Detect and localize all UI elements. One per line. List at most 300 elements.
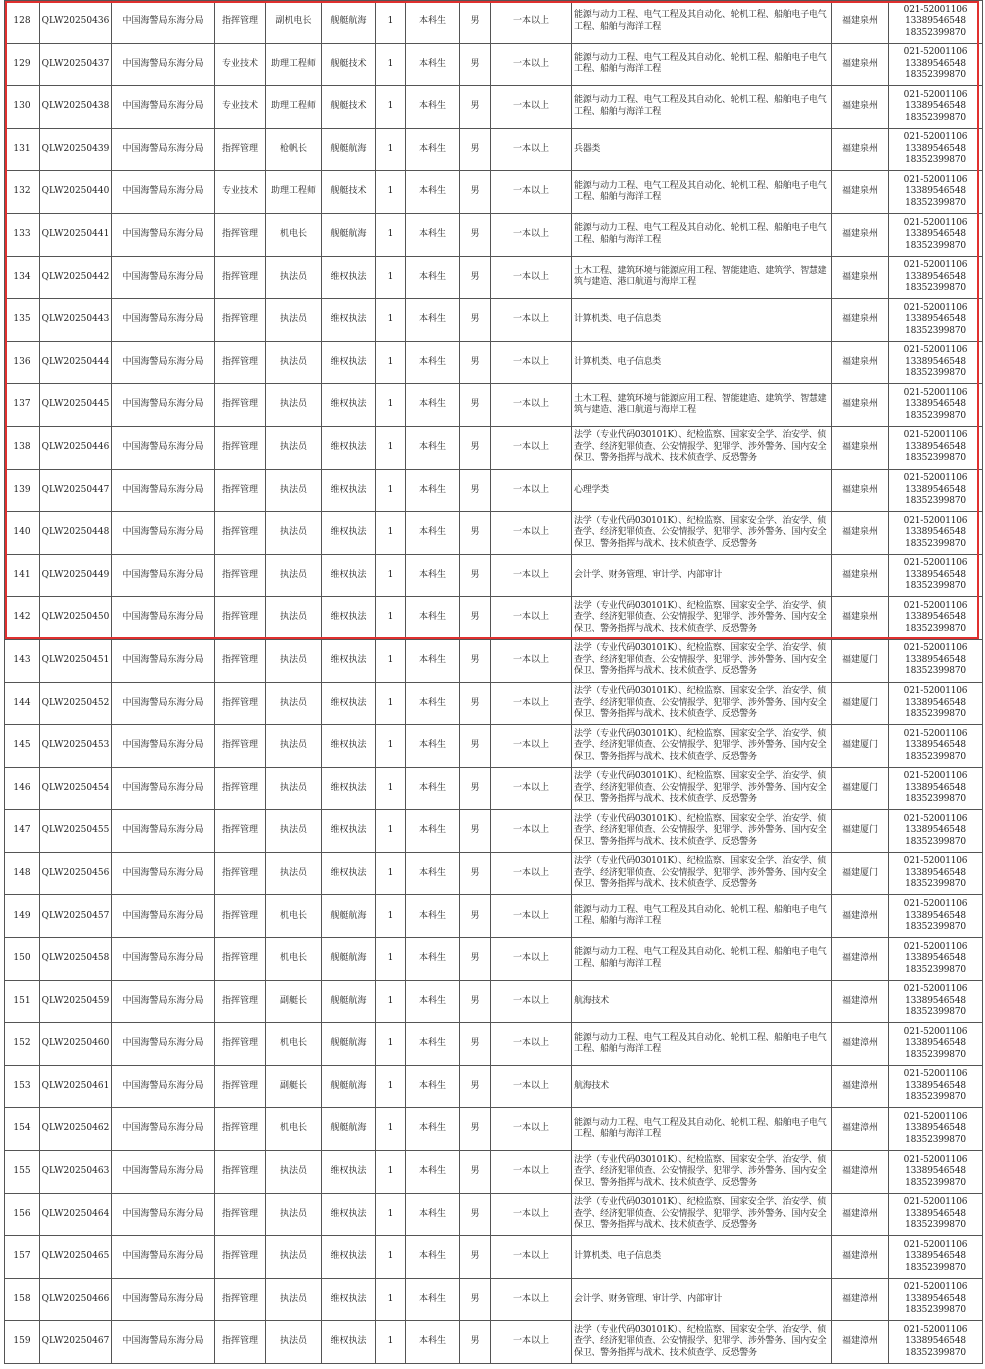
- gender-cell: 男: [460, 384, 491, 427]
- table-row: [5, 554, 983, 597]
- dept-cell: 中国海警局东海分局: [112, 639, 215, 682]
- level-cell: 一本以上: [491, 938, 572, 981]
- field-cell: 维权执法: [322, 341, 376, 384]
- education-cell: 本科生: [406, 1236, 460, 1279]
- category-cell: 指挥管理: [215, 554, 266, 597]
- contact-phone: 13389546548: [905, 953, 966, 964]
- dept-cell: 中国海警局东海分局: [112, 554, 215, 597]
- contact-phone: 18352399870: [905, 240, 966, 251]
- contact-phone: 021-52001106: [903, 217, 968, 228]
- gender-cell: 男: [460, 171, 491, 214]
- contact-phone: 18352399870: [905, 538, 966, 549]
- contact-phone: 13389546548: [905, 697, 966, 708]
- level-cell: 一本以上: [491, 1193, 572, 1236]
- contact-cell: [889, 341, 983, 384]
- contact-phone: 18352399870: [905, 496, 966, 507]
- dept-cell: 中国海警局东海分局: [112, 469, 215, 512]
- location-cell: 福建泉州: [832, 43, 889, 86]
- field-cell: 舰艇航海: [322, 128, 376, 171]
- dept-cell: 中国海警局东海分局: [112, 1065, 215, 1108]
- code-cell: QLW20250455: [40, 810, 112, 853]
- seq-cell: 157: [5, 1236, 40, 1279]
- contact-phone: 13389546548: [905, 271, 966, 282]
- dept-cell: 中国海警局东海分局: [112, 128, 215, 171]
- location-cell: 福建厦门: [832, 725, 889, 768]
- gender-cell: 男: [460, 299, 491, 342]
- education-cell: 本科生: [406, 469, 460, 512]
- seq-cell: 159: [5, 1321, 40, 1364]
- contact-cell: [889, 1193, 983, 1236]
- category-cell: 指挥管理: [215, 384, 266, 427]
- gender-cell: 男: [460, 1023, 491, 1066]
- category-cell: 专业技术: [215, 43, 266, 86]
- contact-phone: 13389546548: [905, 1038, 966, 1049]
- education-cell: 本科生: [406, 725, 460, 768]
- table-row: [5, 1023, 983, 1066]
- field-cell: 维权执法: [322, 597, 376, 640]
- code-cell: QLW20250464: [40, 1193, 112, 1236]
- count-cell: 1: [376, 128, 406, 171]
- contact-phone: 13389546548: [905, 910, 966, 921]
- gender-cell: 男: [460, 1065, 491, 1108]
- category-cell: 指挥管理: [215, 128, 266, 171]
- level-cell: 一本以上: [491, 171, 572, 214]
- location-cell: 福建厦门: [832, 639, 889, 682]
- contact-cell: [889, 426, 983, 469]
- contact-phone: 18352399870: [905, 623, 966, 634]
- contact-cell: [889, 86, 983, 129]
- contact-phone: 18352399870: [905, 453, 966, 464]
- table-row: [5, 1108, 983, 1151]
- code-cell: QLW20250437: [40, 43, 112, 86]
- level-cell: 一本以上: [491, 725, 572, 768]
- table-row: [5, 980, 983, 1023]
- contact-phone: 18352399870: [905, 1049, 966, 1060]
- seq-cell: 139: [5, 469, 40, 512]
- contact-phone: 13389546548: [905, 1293, 966, 1304]
- field-cell: 舰艇航海: [322, 1, 376, 44]
- contact-phone: 13389546548: [905, 995, 966, 1006]
- table-row: [5, 256, 983, 299]
- category-cell: 指挥管理: [215, 426, 266, 469]
- major-cell: 能源与动力工程、电气工程及其自动化、轮机工程、船舶电子电气工程、船舶与海洋工程: [572, 1, 832, 44]
- major-cell: 能源与动力工程、电气工程及其自动化、轮机工程、船舶电子电气工程、船舶与海洋工程: [572, 1023, 832, 1066]
- dept-cell: 中国海警局东海分局: [112, 171, 215, 214]
- education-cell: 本科生: [406, 213, 460, 256]
- post-cell: 机电长: [266, 938, 322, 981]
- post-cell: 执法员: [266, 1321, 322, 1364]
- dept-cell: 中国海警局东海分局: [112, 810, 215, 853]
- table-row: [5, 1, 983, 44]
- seq-cell: 149: [5, 895, 40, 938]
- category-cell: 指挥管理: [215, 341, 266, 384]
- job-table: [4, 0, 983, 1364]
- gender-cell: 男: [460, 1321, 491, 1364]
- count-cell: 1: [376, 384, 406, 427]
- contact-phone: 13389546548: [905, 58, 966, 69]
- dept-cell: 中国海警局东海分局: [112, 213, 215, 256]
- dept-cell: 中国海警局东海分局: [112, 938, 215, 981]
- contact-cell: [889, 1151, 983, 1194]
- contact-cell: [889, 1, 983, 44]
- education-cell: 本科生: [406, 1278, 460, 1321]
- level-cell: 一本以上: [491, 256, 572, 299]
- major-cell: 法学（专业代码030101K）、纪检监察、国家安全学、治安学、侦查学、经济犯罪侦查、公安情报学、犯罪学、涉外警务、国内安全保卫、警务指挥与战术、技术侦查学、反恐警务: [572, 639, 832, 682]
- location-cell: 福建漳州: [832, 938, 889, 981]
- dept-cell: 中国海警局东海分局: [112, 512, 215, 555]
- seq-cell: 148: [5, 852, 40, 895]
- contact-phone: 13389546548: [905, 16, 966, 27]
- major-cell: 法学（专业代码030101K）、纪检监察、国家安全学、治安学、侦查学、经济犯罪侦查、公安情报学、犯罪学、涉外警务、国内安全保卫、警务指挥与战术、技术侦查学、反恐警务: [572, 767, 832, 810]
- category-cell: 指挥管理: [215, 639, 266, 682]
- location-cell: 福建厦门: [832, 767, 889, 810]
- dept-cell: 中国海警局东海分局: [112, 682, 215, 725]
- education-cell: 本科生: [406, 639, 460, 682]
- contact-phone: 021-52001106: [903, 345, 968, 356]
- education-cell: 本科生: [406, 597, 460, 640]
- dept-cell: 中国海警局东海分局: [112, 895, 215, 938]
- level-cell: 一本以上: [491, 767, 572, 810]
- post-cell: 执法员: [266, 469, 322, 512]
- post-cell: 执法员: [266, 767, 322, 810]
- education-cell: 本科生: [406, 512, 460, 555]
- table-row: [5, 128, 983, 171]
- seq-cell: 140: [5, 512, 40, 555]
- contact-phone: 13389546548: [905, 825, 966, 836]
- count-cell: 1: [376, 895, 406, 938]
- education-cell: 本科生: [406, 1321, 460, 1364]
- post-cell: 副机电长: [266, 1, 322, 44]
- gender-cell: 男: [460, 852, 491, 895]
- field-cell: 维权执法: [322, 554, 376, 597]
- contact-phone: 021-52001106: [903, 174, 968, 185]
- dept-cell: 中国海警局东海分局: [112, 980, 215, 1023]
- table-body: [5, 1, 983, 1364]
- table-row: [5, 299, 983, 342]
- contact-phone: 021-52001106: [903, 686, 968, 697]
- field-cell: 维权执法: [322, 767, 376, 810]
- level-cell: 一本以上: [491, 1065, 572, 1108]
- dept-cell: 中国海警局东海分局: [112, 1236, 215, 1279]
- major-cell: 土木工程、建筑环境与能源应用工程、智能建造、建筑学、智慧建筑与建造、港口航道与海岸工程: [572, 256, 832, 299]
- contact-phone: 13389546548: [905, 484, 966, 495]
- major-cell: 能源与动力工程、电气工程及其自动化、轮机工程、船舶电子电气工程、船舶与海洋工程: [572, 213, 832, 256]
- count-cell: 1: [376, 767, 406, 810]
- dept-cell: 中国海警局东海分局: [112, 426, 215, 469]
- location-cell: 福建泉州: [832, 299, 889, 342]
- count-cell: 1: [376, 86, 406, 129]
- dept-cell: 中国海警局东海分局: [112, 384, 215, 427]
- code-cell: QLW20250461: [40, 1065, 112, 1108]
- post-cell: 执法员: [266, 597, 322, 640]
- major-cell: 能源与动力工程、电气工程及其自动化、轮机工程、船舶电子电气工程、船舶与海洋工程: [572, 938, 832, 981]
- education-cell: 本科生: [406, 1023, 460, 1066]
- major-cell: 计算机类、电子信息类: [572, 341, 832, 384]
- category-cell: 指挥管理: [215, 895, 266, 938]
- post-cell: 助理工程师: [266, 43, 322, 86]
- post-cell: 执法员: [266, 256, 322, 299]
- major-cell: 法学（专业代码030101K）、纪检监察、国家安全学、治安学、侦查学、经济犯罪侦查、公安情报学、犯罪学、涉外警务、国内安全保卫、警务指挥与战术、技术侦查学、反恐警务: [572, 597, 832, 640]
- table-row: [5, 43, 983, 86]
- seq-cell: 152: [5, 1023, 40, 1066]
- count-cell: 1: [376, 256, 406, 299]
- level-cell: 一本以上: [491, 852, 572, 895]
- gender-cell: 男: [460, 938, 491, 981]
- seq-cell: 154: [5, 1108, 40, 1151]
- count-cell: 1: [376, 938, 406, 981]
- location-cell: 福建漳州: [832, 1065, 889, 1108]
- location-cell: 福建泉州: [832, 597, 889, 640]
- gender-cell: 男: [460, 86, 491, 129]
- count-cell: 1: [376, 1193, 406, 1236]
- contact-phone: 021-52001106: [903, 1239, 968, 1250]
- table-row: [5, 682, 983, 725]
- seq-cell: 128: [5, 1, 40, 44]
- table-row: [5, 341, 983, 384]
- education-cell: 本科生: [406, 767, 460, 810]
- category-cell: 指挥管理: [215, 256, 266, 299]
- contact-phone: 021-52001106: [903, 302, 968, 313]
- contact-phone: 13389546548: [905, 186, 966, 197]
- count-cell: 1: [376, 1321, 406, 1364]
- category-cell: 指挥管理: [215, 1321, 266, 1364]
- field-cell: 舰艇航海: [322, 1065, 376, 1108]
- code-cell: QLW20250444: [40, 341, 112, 384]
- code-cell: QLW20250457: [40, 895, 112, 938]
- count-cell: 1: [376, 213, 406, 256]
- category-cell: 指挥管理: [215, 938, 266, 981]
- category-cell: 指挥管理: [215, 1151, 266, 1194]
- gender-cell: 男: [460, 1, 491, 44]
- education-cell: 本科生: [406, 86, 460, 129]
- location-cell: 福建泉州: [832, 426, 889, 469]
- code-cell: QLW20250458: [40, 938, 112, 981]
- location-cell: 福建漳州: [832, 895, 889, 938]
- gender-cell: 男: [460, 554, 491, 597]
- contact-cell: [889, 639, 983, 682]
- code-cell: QLW20250453: [40, 725, 112, 768]
- seq-cell: 156: [5, 1193, 40, 1236]
- contact-cell: [889, 43, 983, 86]
- count-cell: 1: [376, 299, 406, 342]
- table-row: [5, 1236, 983, 1279]
- contact-phone: 18352399870: [905, 283, 966, 294]
- code-cell: QLW20250448: [40, 512, 112, 555]
- location-cell: 福建泉州: [832, 384, 889, 427]
- seq-cell: 144: [5, 682, 40, 725]
- post-cell: 执法员: [266, 512, 322, 555]
- seq-cell: 135: [5, 299, 40, 342]
- table-row: [5, 384, 983, 427]
- education-cell: 本科生: [406, 1065, 460, 1108]
- code-cell: QLW20250452: [40, 682, 112, 725]
- gender-cell: 男: [460, 810, 491, 853]
- contact-phone: 13389546548: [905, 441, 966, 452]
- dept-cell: 中国海警局东海分局: [112, 86, 215, 129]
- code-cell: QLW20250445: [40, 384, 112, 427]
- category-cell: 指挥管理: [215, 1108, 266, 1151]
- contact-phone: 18352399870: [905, 70, 966, 81]
- major-cell: 心理学类: [572, 469, 832, 512]
- category-cell: 指挥管理: [215, 213, 266, 256]
- contact-phone: 13389546548: [905, 654, 966, 665]
- location-cell: 福建漳州: [832, 1193, 889, 1236]
- contact-phone: 18352399870: [905, 1262, 966, 1273]
- table-row: [5, 469, 983, 512]
- contact-phone: 13389546548: [905, 314, 966, 325]
- category-cell: 专业技术: [215, 86, 266, 129]
- post-cell: 执法员: [266, 725, 322, 768]
- major-cell: 能源与动力工程、电气工程及其自动化、轮机工程、船舶电子电气工程、船舶与海洋工程: [572, 1108, 832, 1151]
- post-cell: 枪帆长: [266, 128, 322, 171]
- table-row: [5, 1193, 983, 1236]
- contact-phone: 13389546548: [905, 612, 966, 623]
- count-cell: 1: [376, 426, 406, 469]
- contact-phone: 021-52001106: [903, 1324, 968, 1335]
- post-cell: 执法员: [266, 852, 322, 895]
- field-cell: 维权执法: [322, 725, 376, 768]
- contact-phone: 021-52001106: [903, 941, 968, 952]
- contact-phone: 18352399870: [905, 666, 966, 677]
- contact-phone: 13389546548: [905, 867, 966, 878]
- seq-cell: 153: [5, 1065, 40, 1108]
- dept-cell: 中国海警局东海分局: [112, 341, 215, 384]
- code-cell: QLW20250450: [40, 597, 112, 640]
- major-cell: 法学（专业代码030101K）、纪检监察、国家安全学、治安学、侦查学、经济犯罪侦查、公安情报学、犯罪学、涉外警务、国内安全保卫、警务指挥与战术、技术侦查学、反恐警务: [572, 1193, 832, 1236]
- contact-phone: 13389546548: [905, 740, 966, 751]
- contact-cell: [889, 767, 983, 810]
- contact-cell: [889, 725, 983, 768]
- level-cell: 一本以上: [491, 810, 572, 853]
- contact-phone: 13389546548: [905, 782, 966, 793]
- post-cell: 执法员: [266, 639, 322, 682]
- seq-cell: 142: [5, 597, 40, 640]
- contact-phone: 021-52001106: [903, 1026, 968, 1037]
- category-cell: 指挥管理: [215, 767, 266, 810]
- table-row: [5, 512, 983, 555]
- category-cell: 指挥管理: [215, 682, 266, 725]
- count-cell: 1: [376, 1, 406, 44]
- major-cell: 法学（专业代码030101K）、纪检监察、国家安全学、治安学、侦查学、经济犯罪侦查、公安情报学、犯罪学、涉外警务、国内安全保卫、警务指挥与战术、技术侦查学、反恐警务: [572, 810, 832, 853]
- code-cell: QLW20250456: [40, 852, 112, 895]
- table-row: [5, 852, 983, 895]
- education-cell: 本科生: [406, 256, 460, 299]
- dept-cell: 中国海警局东海分局: [112, 256, 215, 299]
- location-cell: 福建泉州: [832, 213, 889, 256]
- code-cell: QLW20250466: [40, 1278, 112, 1321]
- level-cell: 一本以上: [491, 299, 572, 342]
- gender-cell: 男: [460, 1278, 491, 1321]
- post-cell: 执法员: [266, 426, 322, 469]
- count-cell: 1: [376, 852, 406, 895]
- location-cell: 福建厦门: [832, 852, 889, 895]
- location-cell: 福建厦门: [832, 682, 889, 725]
- seq-cell: 130: [5, 86, 40, 129]
- contact-phone: 021-52001106: [903, 47, 968, 58]
- major-cell: 法学（专业代码030101K）、纪检监察、国家安全学、治安学、侦查学、经济犯罪侦查、公安情报学、犯罪学、涉外警务、国内安全保卫、警务指挥与战术、技术侦查学、反恐警务: [572, 852, 832, 895]
- contact-phone: 18352399870: [905, 1092, 966, 1103]
- dept-cell: 中国海警局东海分局: [112, 1193, 215, 1236]
- major-cell: 能源与动力工程、电气工程及其自动化、轮机工程、船舶电子电气工程、船舶与海洋工程: [572, 43, 832, 86]
- contact-phone: 13389546548: [905, 229, 966, 240]
- level-cell: 一本以上: [491, 426, 572, 469]
- category-cell: 专业技术: [215, 171, 266, 214]
- post-cell: 执法员: [266, 299, 322, 342]
- location-cell: 福建厦门: [832, 810, 889, 853]
- contact-phone: 021-52001106: [903, 1069, 968, 1080]
- contact-cell: [889, 1108, 983, 1151]
- contact-cell: [889, 299, 983, 342]
- location-cell: 福建漳州: [832, 1278, 889, 1321]
- field-cell: 维权执法: [322, 852, 376, 895]
- level-cell: 一本以上: [491, 597, 572, 640]
- code-cell: QLW20250462: [40, 1108, 112, 1151]
- table-row: [5, 597, 983, 640]
- contact-phone: 18352399870: [905, 922, 966, 933]
- contact-cell: [889, 810, 983, 853]
- field-cell: 舰艇航海: [322, 895, 376, 938]
- category-cell: 指挥管理: [215, 1, 266, 44]
- field-cell: 舰艇技术: [322, 86, 376, 129]
- education-cell: 本科生: [406, 938, 460, 981]
- gender-cell: 男: [460, 213, 491, 256]
- gender-cell: 男: [460, 980, 491, 1023]
- contact-phone: 021-52001106: [903, 89, 968, 100]
- contact-phone: 021-52001106: [903, 771, 968, 782]
- count-cell: 1: [376, 43, 406, 86]
- major-cell: 法学（专业代码030101K）、纪检监察、国家安全学、治安学、侦查学、经济犯罪侦查、公安情报学、犯罪学、涉外警务、国内安全保卫、警务指挥与战术、技术侦查学、反恐警务: [572, 1321, 832, 1364]
- contact-phone: 13389546548: [905, 1336, 966, 1347]
- seq-cell: 146: [5, 767, 40, 810]
- contact-cell: [889, 256, 983, 299]
- contact-phone: 18352399870: [905, 155, 966, 166]
- contact-cell: [889, 895, 983, 938]
- contact-phone: 021-52001106: [903, 473, 968, 484]
- major-cell: 航海技术: [572, 980, 832, 1023]
- count-cell: 1: [376, 1023, 406, 1066]
- post-cell: 助理工程师: [266, 171, 322, 214]
- seq-cell: 145: [5, 725, 40, 768]
- contact-phone: 18352399870: [905, 1177, 966, 1188]
- field-cell: 维权执法: [322, 512, 376, 555]
- count-cell: 1: [376, 1236, 406, 1279]
- education-cell: 本科生: [406, 171, 460, 214]
- count-cell: 1: [376, 1151, 406, 1194]
- contact-cell: [889, 384, 983, 427]
- table-row: [5, 86, 983, 129]
- contact-phone: 13389546548: [905, 143, 966, 154]
- contact-cell: [889, 554, 983, 597]
- education-cell: 本科生: [406, 43, 460, 86]
- count-cell: 1: [376, 341, 406, 384]
- contact-cell: [889, 852, 983, 895]
- location-cell: 福建漳州: [832, 1151, 889, 1194]
- contact-phone: 021-52001106: [903, 1282, 968, 1293]
- gender-cell: 男: [460, 256, 491, 299]
- seq-cell: 150: [5, 938, 40, 981]
- major-cell: 土木工程、建筑环境与能源应用工程、智能建造、建筑学、智慧建筑与建造、港口航道与海岸工程: [572, 384, 832, 427]
- level-cell: 一本以上: [491, 1, 572, 44]
- contact-phone: 021-52001106: [903, 387, 968, 398]
- education-cell: 本科生: [406, 128, 460, 171]
- field-cell: 维权执法: [322, 256, 376, 299]
- contact-phone: 021-52001106: [903, 1197, 968, 1208]
- category-cell: 指挥管理: [215, 1023, 266, 1066]
- post-cell: 执法员: [266, 554, 322, 597]
- contact-cell: [889, 1278, 983, 1321]
- location-cell: 福建泉州: [832, 171, 889, 214]
- post-cell: 副艇长: [266, 980, 322, 1023]
